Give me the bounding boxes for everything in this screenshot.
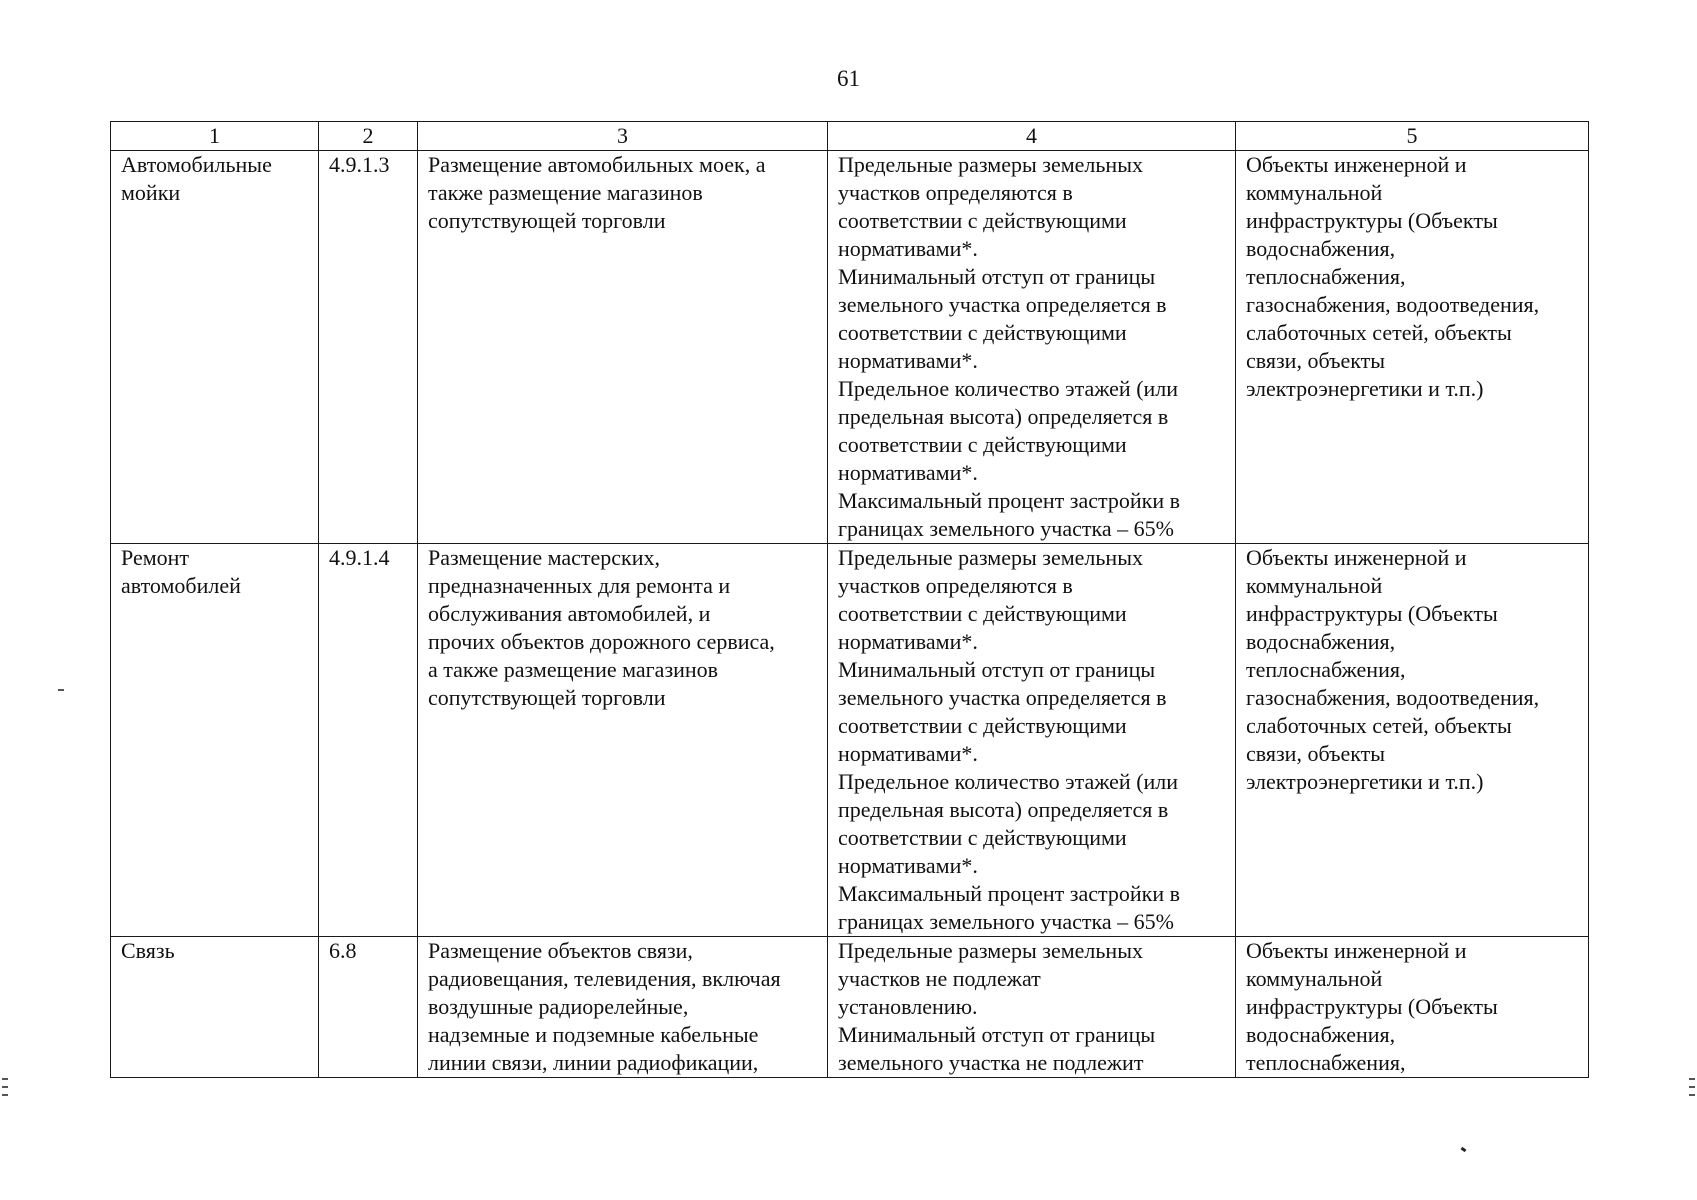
use-name: Автомобильные мойки [121,152,272,205]
use-name-cell [111,544,319,937]
scan-artifact [2,1086,8,1088]
use-name: Ремонт автомобилей [121,545,241,598]
table-row [111,937,1589,1078]
scan-artifact [1689,1086,1695,1088]
use-name-cell [111,151,319,544]
use-code-cell [319,937,418,1078]
scan-artifact [1689,1094,1695,1096]
scan-artifact [2,1094,8,1096]
scan-artifact [1461,1147,1467,1152]
column-header: 5 [1236,122,1589,151]
use-description: Размещение мастерских, предназначенных для ремонта и обслуживания автомобилей, и прочих объектов дорожного сервиса, а также размещение магазинов сопутствующей торговли [428,545,775,710]
use-infrastructure: Объекты инженерной и коммунальной инфраструктуры (Объекты водоснабжения, теплоснабжения, [1246,938,1498,1075]
use-infrastructure-cell [1236,151,1589,544]
use-code-cell [319,151,418,544]
use-description: Размещение объектов связи, радиовещания, телевидения, включая воздушные радиорелейные, надземные и подземные кабельные линии связи, линии радиофикации, [428,938,781,1075]
use-code: 6.8 [329,938,357,963]
use-infrastructure-cell [1236,937,1589,1078]
use-infrastructure: Объекты инженерной и коммунальной инфраструктуры (Объекты водоснабжения, теплоснабжения, газоснабжения, водоотведения, слаботочных сетей, объекты связи, объекты электроэнергетики и т.п.) [1246,545,1540,794]
table-row [111,544,1589,937]
use-parameters: Предельные размеры земельных участков определяются в соответствии с действующими нормативами*. Минимальный отступ от границы земельного участка определяется в соответствии с действующими нормативами*. Предельное количество этажей (или предельная высота) определяется в соответствии с действующими нормативами*. Максимальный процент застройки в границах земельного участка – 65% [838,545,1180,934]
table-row [111,151,1589,544]
permitted-use-table [110,121,1589,1078]
column-header: 2 [319,122,418,151]
use-parameters-cell [828,151,1236,544]
use-parameters-cell [828,544,1236,937]
use-name-cell [111,937,319,1078]
column-header: 3 [418,122,828,151]
table-header-row [111,122,1589,151]
use-parameters-cell [828,937,1236,1078]
use-code: 4.9.1.3 [329,152,390,177]
use-parameters: Предельные размеры земельных участков не подлежат установлению. Минимальный отступ от границы земельного участка не подлежит [838,938,1156,1075]
scan-artifact [58,689,64,691]
use-parameters: Предельные размеры земельных участков определяются в соответствии с действующими нормативами*. Минимальный отступ от границы земельного участка определяется в соответствии с действующими нормативами*. Предельное количество этажей (или предельная высота) определяется в соответствии с действующими нормативами*. Максимальный процент застройки в границах земельного участка – 65% [838,152,1180,541]
column-header: 1 [111,122,319,151]
use-description-cell [418,937,828,1078]
use-description: Размещение автомобильных моек, а также размещение магазинов сопутствующей торговли [428,152,766,233]
use-infrastructure: Объекты инженерной и коммунальной инфраструктуры (Объекты водоснабжения, теплоснабжения, газоснабжения, водоотведения, слаботочных сетей, объекты связи, объекты электроэнергетики и т.п.) [1246,152,1540,401]
use-name: Связь [121,938,175,963]
use-code-cell [319,544,418,937]
scan-artifact [1689,1078,1695,1080]
use-code: 4.9.1.4 [329,545,390,570]
column-header: 4 [828,122,1236,151]
page-number: 61 [837,66,860,91]
use-description-cell [418,151,828,544]
scan-artifact [2,1078,8,1080]
use-description-cell [418,544,828,937]
use-infrastructure-cell [1236,544,1589,937]
